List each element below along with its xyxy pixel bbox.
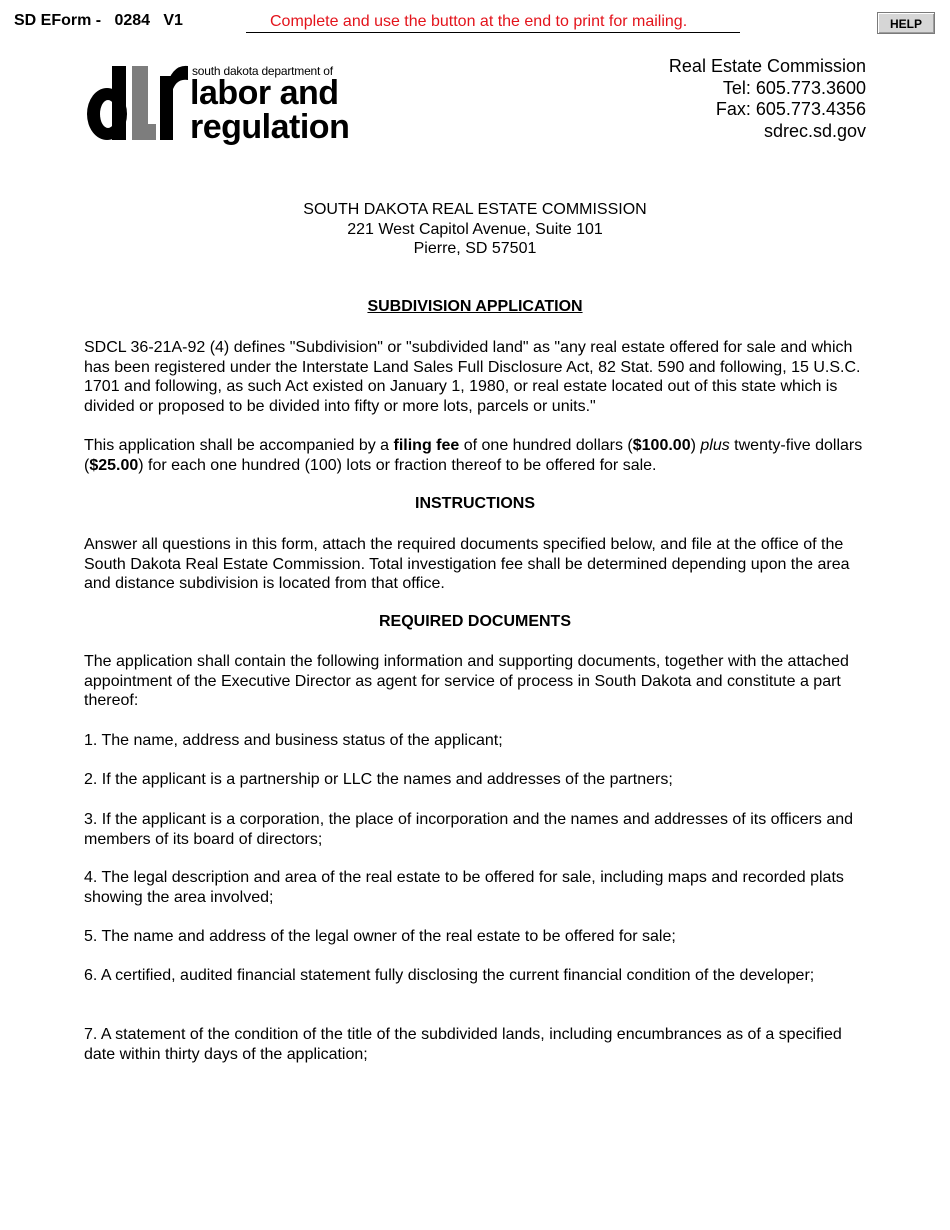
commission-address [0, 200, 950, 259]
fee-text [84, 436, 874, 475]
dlr-logo-mark [86, 58, 190, 148]
instructions-heading: INSTRUCTIONS [415, 495, 535, 512]
fee-text-3: ) [690, 437, 701, 454]
form-header-bar [0, 0, 950, 44]
fee-paragraph [84, 436, 874, 475]
required-documents-heading: REQUIRED DOCUMENTS [378, 613, 571, 630]
logo-text-line2: regulation [190, 108, 350, 146]
fee-amount-base: $100.00 [632, 437, 691, 454]
list-item [84, 770, 874, 790]
fee-text-1: This application shall be accompanied by a [84, 437, 394, 454]
required-intro-paragraph [84, 652, 874, 711]
required-item-6: 6. A certified, audited financial statement fully disclosing the current financial condition of the developer; [84, 967, 815, 984]
list-item [84, 1025, 874, 1064]
list-item [84, 966, 874, 986]
required-item-5: 5. The name and address of the legal owner of the real estate to be offered for sale; [84, 928, 676, 945]
fee-label: filing fee [393, 437, 460, 454]
instructions-text: Answer all questions in this form, attach the required documents specified below, and file at the office of the South Dakota Real Estate Commission. Total investigation fee shall be determined depending upon the area and distance subdivision is located from that office. [84, 536, 850, 593]
contact-fax: Fax: 605.773.4356 [715, 99, 866, 119]
fee-text-4: twenty-five dollars ( [84, 437, 863, 474]
list-item [84, 868, 874, 907]
definition-text: SDCL 36-21A-92 (4) defines "Subdivision" or "subdivided land" as "any real estate offered for sale and which has been registered under the Interstate Land Sales Full Disclosure Act, 82 Stat. 590 and following, 15 U.S.C. 1701 and following, as such Act existed on January 1, 1980, or real estate located out of this state which is divided or proposed to be divided into fifty or more lots, parcels or units." [84, 339, 861, 415]
logo-text-line1: labor and [190, 74, 339, 112]
fee-amount-per-lot: $25.00 [89, 456, 139, 474]
fee-text-2: of one hundred dollars ( [459, 437, 633, 454]
form-id: SD EForm - 0284 V1 [14, 12, 183, 29]
contact-web: sdrec.sd.gov [763, 120, 866, 141]
address-line-1: SOUTH DAKOTA REAL ESTATE COMMISSION [303, 201, 647, 218]
print-notice [246, 12, 740, 33]
required-item-1: 1. The name, address and business status of the applicant; [84, 732, 503, 749]
definition-paragraph [84, 338, 874, 416]
list-item [84, 927, 874, 947]
required-item-7: 7. A statement of the condition of the title of the subdivided lands, including encumbrances as of a specified date within thirty days of the application; [84, 1026, 842, 1063]
print-notice-text: Complete and use the button at the end to print for mailing. [270, 13, 688, 30]
fee-plus: plus [700, 437, 730, 454]
contact-block [669, 56, 866, 142]
address-line-2: 221 West Capitol Avenue, Suite 101 [347, 220, 603, 238]
required-intro-text: The application shall contain the following information and supporting documents, together with the attached appointment of the Executive Director as agent for service of process in South Dakota and constitute a part thereof: [84, 653, 849, 710]
contact-tel: Tel: 605.773.3600 [722, 77, 866, 98]
list-item [84, 810, 874, 849]
contact-name: Real Estate Commission [668, 56, 866, 76]
required-item-4: 4. The legal description and area of the real estate to be offered for sale, including maps and recorded plats showing the area involved; [84, 869, 844, 906]
document-title: SUBDIVISION APPLICATION [367, 298, 583, 315]
required-item-2: 2. If the applicant is a partnership or LLC the names and addresses of the partners; [84, 771, 673, 788]
help-button[interactable]: HELP [877, 12, 935, 34]
instructions-paragraph [84, 535, 874, 594]
logo-text-small: south dakota department of [192, 64, 333, 78]
fee-text-5: ) for each one hundred (100) lots or fraction thereof to be offered for sale. [138, 456, 657, 474]
list-item [84, 731, 874, 751]
required-item-3: 3. If the applicant is a corporation, the place of incorporation and the names and addresses of its officers and members of its board of directors; [84, 811, 854, 848]
address-line-3: Pierre, SD 57501 [413, 240, 537, 257]
dlr-logo [86, 58, 366, 148]
